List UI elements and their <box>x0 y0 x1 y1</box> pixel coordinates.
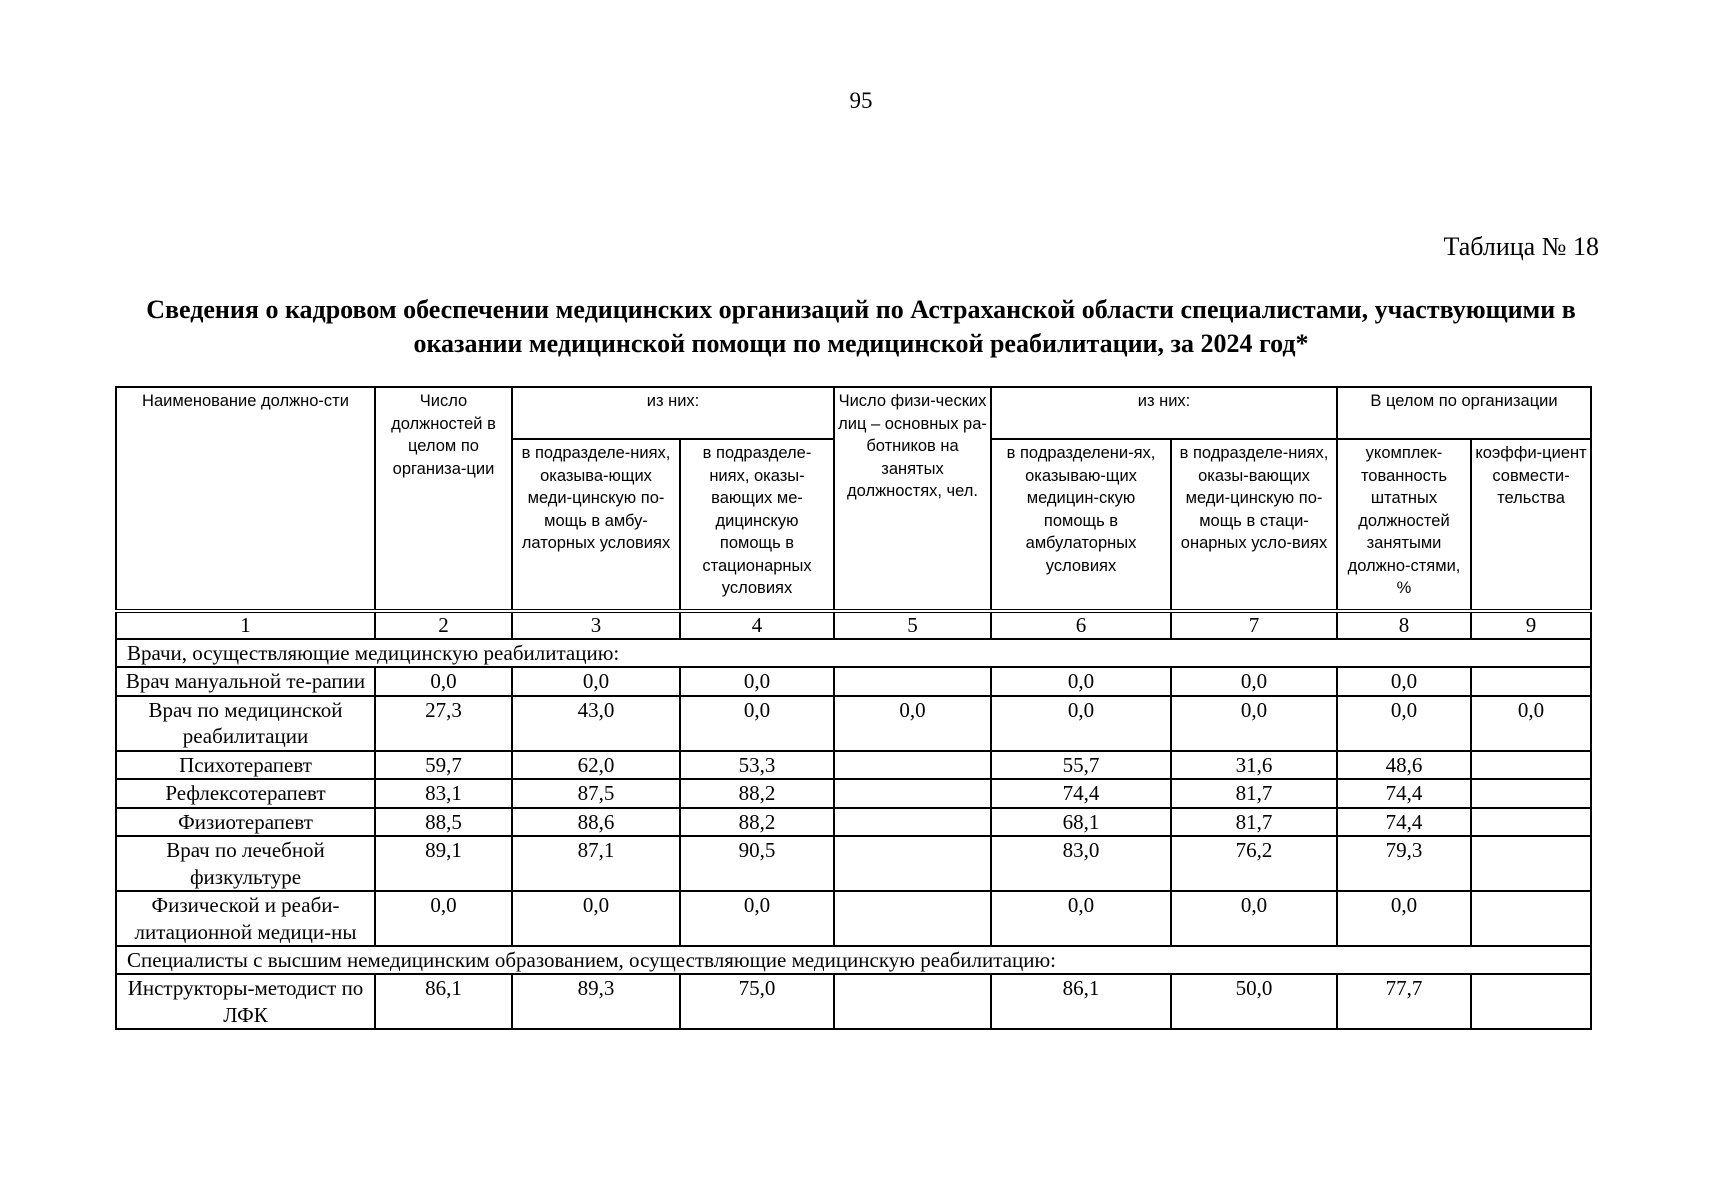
value-cell <box>834 974 991 1029</box>
header-positions-total: Число должностей в целом по организа-ции <box>375 387 512 611</box>
header-ambulatory-individuals: в подразделени-ях, оказываю-щих медицин-скую помощь в амбулаторных условиях <box>991 439 1171 611</box>
value-cell: 89,3 <box>512 974 680 1029</box>
table-row <box>116 974 1591 1029</box>
position-name-cell: Врач мануальной те-рапии <box>116 667 375 696</box>
header-staffing-rate: укомплек-тованность штатных должностей занятыми должно-стями, % <box>1337 439 1471 611</box>
value-cell: 55,7 <box>991 751 1171 780</box>
value-cell: 81,7 <box>1171 808 1337 837</box>
value-cell: 0,0 <box>1337 696 1471 751</box>
value-cell <box>1471 667 1591 696</box>
value-cell: 86,1 <box>375 974 512 1029</box>
value-cell: 68,1 <box>991 808 1171 837</box>
table-row <box>116 891 1591 946</box>
table-header <box>116 387 1591 611</box>
table-body <box>116 611 1591 1029</box>
value-cell: 0,0 <box>1171 667 1337 696</box>
value-cell: 48,6 <box>1337 751 1471 780</box>
header-org-total: В целом по организации <box>1337 387 1591 439</box>
table-row <box>116 836 1591 891</box>
value-cell: 0,0 <box>1471 696 1591 751</box>
section-row <box>116 639 1591 667</box>
value-cell: 43,0 <box>512 696 680 751</box>
value-cell: 76,2 <box>1171 836 1337 891</box>
header-individuals: Число физи-ческих лиц – основных ра-ботников на занятых должностях, чел. <box>834 387 991 611</box>
value-cell: 0,0 <box>375 667 512 696</box>
value-cell: 0,0 <box>680 696 834 751</box>
value-cell: 53,3 <box>680 751 834 780</box>
value-cell: 0,0 <box>680 667 834 696</box>
value-cell: 27,3 <box>375 696 512 751</box>
column-number: 2 <box>375 611 512 639</box>
section-row <box>116 946 1591 974</box>
value-cell: 81,7 <box>1171 779 1337 808</box>
value-cell <box>834 891 991 946</box>
value-cell <box>834 808 991 837</box>
value-cell: 89,1 <box>375 836 512 891</box>
value-cell: 88,2 <box>680 808 834 837</box>
position-name-cell: Физиотерапевт <box>116 808 375 837</box>
value-cell: 0,0 <box>1171 891 1337 946</box>
header-of-them-1: из них: <box>512 387 834 439</box>
value-cell: 59,7 <box>375 751 512 780</box>
value-cell: 87,5 <box>512 779 680 808</box>
value-cell: 75,0 <box>680 974 834 1029</box>
header-combination-coef: коэффи-циент совмести-тельства <box>1471 439 1591 611</box>
value-cell: 74,4 <box>1337 779 1471 808</box>
value-cell <box>834 751 991 780</box>
column-number: 9 <box>1471 611 1591 639</box>
document-title: Сведения о кадровом обеспечении медицинских организаций по Астраханской области специалистами, участвующими в оказании медицинской помощи по медицинской реабилитации, за 2024 год* <box>146 295 1576 358</box>
position-name-cell: Врач по медицинской реабилитации <box>116 696 375 751</box>
value-cell: 0,0 <box>991 667 1171 696</box>
table-row <box>116 667 1591 696</box>
table-row <box>116 808 1591 837</box>
position-name-cell: Психотерапевт <box>116 751 375 780</box>
column-number: 4 <box>680 611 834 639</box>
page-number: 95 <box>849 88 873 113</box>
value-cell: 0,0 <box>512 891 680 946</box>
value-cell <box>834 836 991 891</box>
position-name-cell: Рефлексотерапевт <box>116 779 375 808</box>
value-cell: 88,5 <box>375 808 512 837</box>
value-cell: 74,4 <box>991 779 1171 808</box>
value-cell: 90,5 <box>680 836 834 891</box>
value-cell: 0,0 <box>991 696 1171 751</box>
value-cell: 31,6 <box>1171 751 1337 780</box>
value-cell: 79,3 <box>1337 836 1471 891</box>
value-cell: 86,1 <box>991 974 1171 1029</box>
column-number: 6 <box>991 611 1171 639</box>
column-number: 5 <box>834 611 991 639</box>
value-cell: 0,0 <box>375 891 512 946</box>
header-of-them-2: из них: <box>991 387 1337 439</box>
value-cell <box>834 667 991 696</box>
table-row <box>116 779 1591 808</box>
column-number: 3 <box>512 611 680 639</box>
value-cell <box>1471 808 1591 837</box>
value-cell: 0,0 <box>512 667 680 696</box>
value-cell <box>1471 891 1591 946</box>
value-cell: 0,0 <box>1337 891 1471 946</box>
position-name-cell: Физической и реаби-литационной медици-ны <box>116 891 375 946</box>
header-position-name: Наименование должно-сти <box>116 387 375 611</box>
value-cell <box>1471 974 1591 1029</box>
staffing-table <box>115 386 1592 1030</box>
value-cell: 83,0 <box>991 836 1171 891</box>
value-cell: 50,0 <box>1171 974 1337 1029</box>
header-inpatient-individuals: в подразделе-ниях, оказы-вающих меди-цинскую по-мощь в стаци-онарных усло-виях <box>1171 439 1337 611</box>
value-cell: 62,0 <box>512 751 680 780</box>
section-title: Специалисты с высшим немедицинским образованием, осуществляющие медицинскую реабилитацию: <box>116 946 1591 974</box>
column-number: 7 <box>1171 611 1337 639</box>
value-cell <box>1471 779 1591 808</box>
table-label: Таблица № 18 <box>1443 232 1599 261</box>
header-ambulatory-positions: в подразделе-ниях, оказыва-ющих меди-цинскую по-мощь в амбу-латорных условиях <box>512 439 680 611</box>
value-cell: 83,1 <box>375 779 512 808</box>
value-cell: 87,1 <box>512 836 680 891</box>
position-name-cell: Врач по лечебной физкультуре <box>116 836 375 891</box>
table-row <box>116 751 1591 780</box>
column-number: 8 <box>1337 611 1471 639</box>
position-name-cell: Инструкторы-методист по ЛФК <box>116 974 375 1029</box>
column-numbers-row <box>116 611 1591 639</box>
value-cell <box>834 779 991 808</box>
section-title: Врачи, осуществляющие медицинскую реабилитацию: <box>116 639 1591 667</box>
value-cell <box>1471 751 1591 780</box>
value-cell: 0,0 <box>1337 667 1471 696</box>
value-cell: 0,0 <box>991 891 1171 946</box>
header-inpatient-positions: в подразделе-ниях, оказы-вающих ме-дицинскую помощь в стационарных условиях <box>680 439 834 611</box>
value-cell <box>1471 836 1591 891</box>
value-cell: 88,6 <box>512 808 680 837</box>
value-cell: 0,0 <box>1171 696 1337 751</box>
value-cell: 88,2 <box>680 779 834 808</box>
value-cell: 0,0 <box>834 696 991 751</box>
value-cell: 0,0 <box>680 891 834 946</box>
column-number: 1 <box>116 611 375 639</box>
value-cell: 74,4 <box>1337 808 1471 837</box>
value-cell: 77,7 <box>1337 974 1471 1029</box>
table-row <box>116 696 1591 751</box>
